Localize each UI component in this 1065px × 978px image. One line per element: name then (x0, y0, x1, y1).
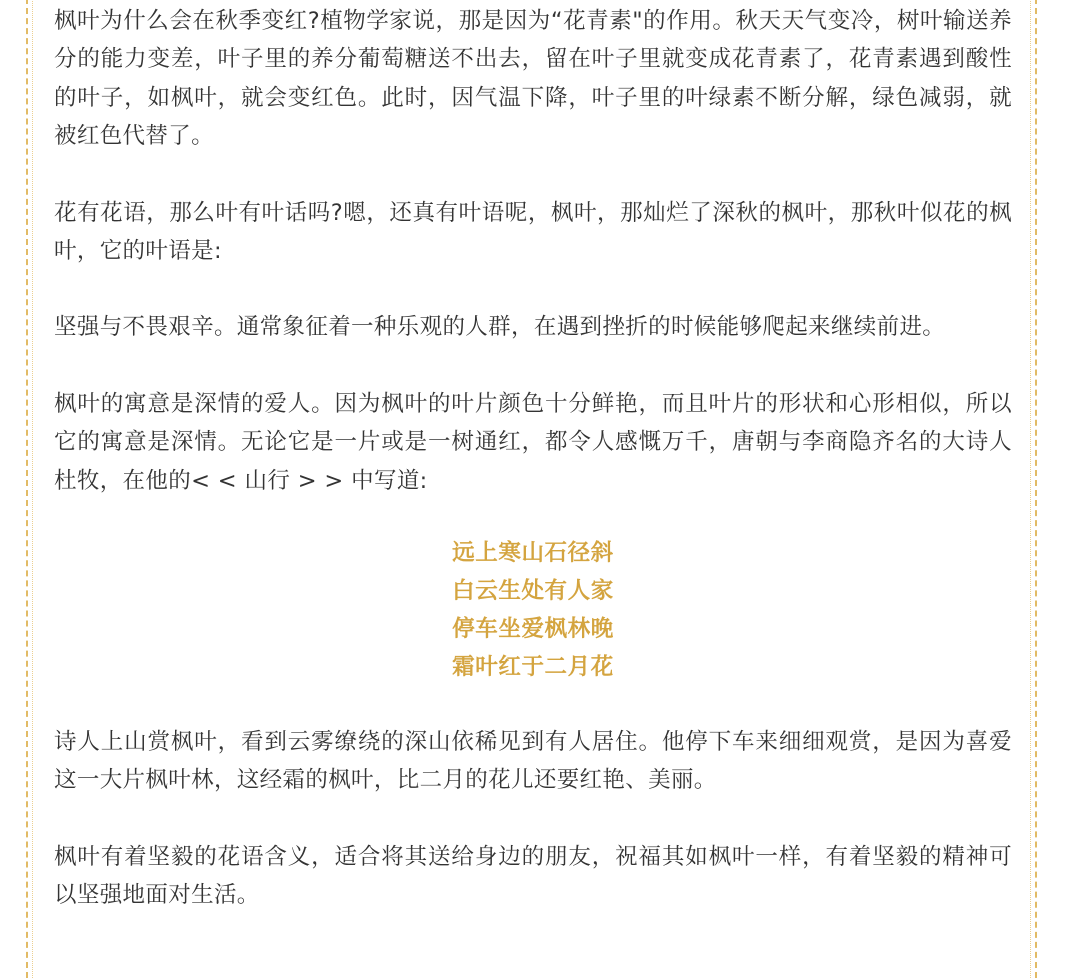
article-body (54, 0, 1012, 915)
poem-line: 霜叶红于二月花 (452, 654, 614, 681)
paragraph-leaf-language-question: 花有花语，那么叶有叶话吗?嗯，还真有叶语呢，枫叶，那灿烂了深秋的枫叶，那秋叶似花的枫叶，它的叶语是: (54, 199, 1012, 265)
paragraph-gift-meaning: 枫叶有着坚毅的花语含义，适合将其送给身边的朋友，祝福其如枫叶一样，有着坚毅的精神可以坚强地面对生活。 (54, 843, 1012, 909)
poem-line: 远上寒山石径斜 (452, 540, 614, 567)
poem-line: 停车坐爱枫林晚 (452, 616, 614, 643)
paragraph-poet-appreciation: 诗人上山赏枫叶，看到云雾缭绕的深山依稀见到有人居住。他停下车来细细观赏，是因为喜爱这一大片枫叶林，这经霜的枫叶，比二月的花儿还要红艳、美丽。 (54, 729, 1012, 794)
poem-line: 白云生处有人家 (452, 578, 614, 605)
paragraph-why-red: 枫叶为什么会在秋季变红?植物学家说，那是因为“花青素"的作用。秋天天气变冷，树叶输送养分的能力变差，叶子里的养分葡萄糖送不出去，留在叶子里就变成花青素了，花青素遇到酸性的叶子，如枫叶，就会变红色。此时，因气温下降，叶子里的叶绿素不断分解，绿色减弱，就被红色代替了。 (54, 8, 1012, 150)
paragraph-leaf-language-meaning: 坚强与不畏艰辛。通常象征着一种乐观的人群，在遇到挫折的时候能够爬起来继续前进。 (54, 314, 946, 341)
paragraph-deep-love: 枫叶的寓意是深情的爱人。因为枫叶的叶片颜色十分鲜艳，而且叶片的形状和心形相似，所以它的寓意是深情。无论它是一片或是一树通红，都令人感慨万千，唐朝与李商隐齐名的大诗人杜牧，在他的< < 山行 > > 中写道: (54, 390, 1012, 494)
poem-shanxing (54, 534, 1012, 686)
